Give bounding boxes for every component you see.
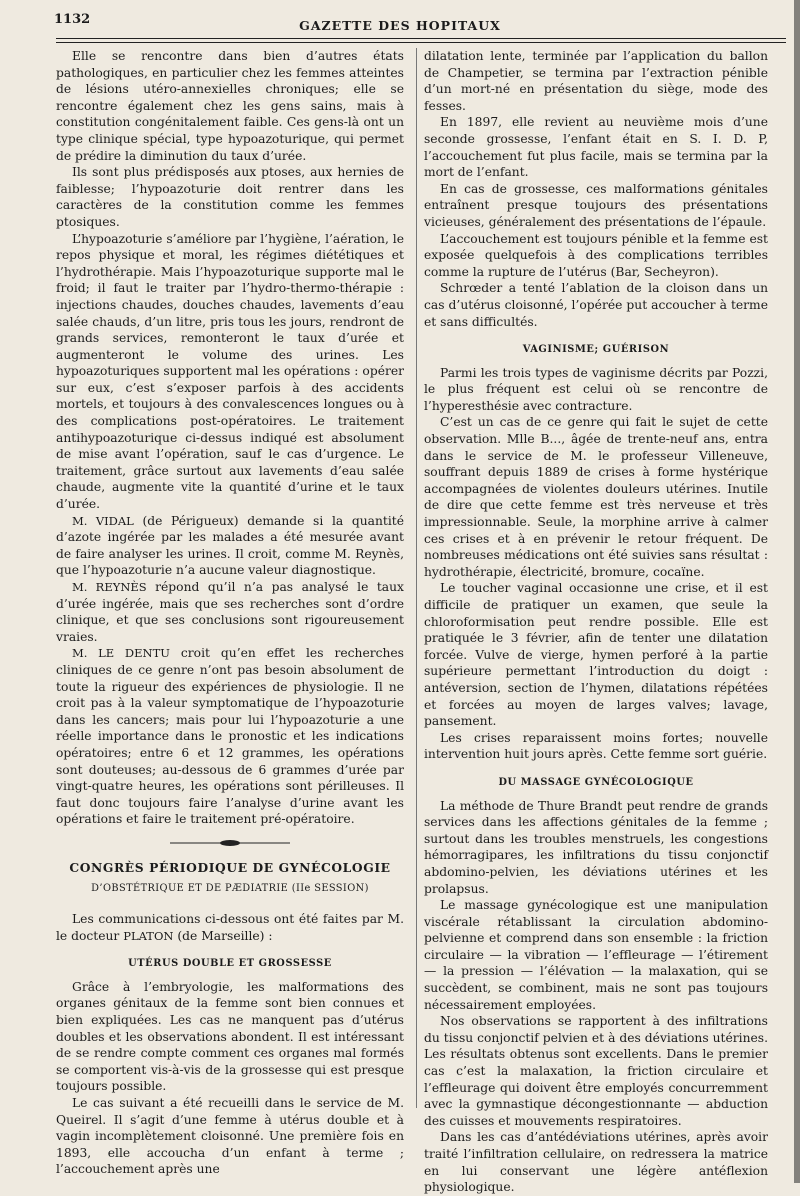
paragraph: Le massage gynécologique est une manipulation viscérale rétablissant la circulation abdomino-pelvienne et comprend dans son ensemble : la friction circulaire — la vibration — l’effleurage — l’étirement — la pression — l’élévation — la malaxation, qui se succèdent, se combinent, mais ne sont pas toujours nécessairement employées. [424,898,768,1012]
header-rule-bottom [56,42,786,43]
author-name: PLATON [123,928,174,943]
paragraph: C’est un cas de ce genre qui fait le sujet de cette observation. Mlle B..., âgée de trente-neuf ans, entra dans le service de M. le professeur Villeneuve, souffrant depuis 1889 de crises à forme hystérique accompagnées de violentes douleurs utérines. Inutile de dire que cette femme est très nerveuse et très impressionnable. Seule, la morphine arrive à calmer ces crises et à en prévenir le retour fréquent. De nombreuses médications ont été suivies sans résultat : hydrothérapie, électricité, bromure, cocaïne. [424,415,768,579]
paragraph: Ils sont plus prédisposés aux ptoses, aux hernies de faiblesse; l’hypoazoturie doit rentrer dans les caractères de la constitution comme les femmes ptosiques. [56,165,404,229]
page-edge-shadow [794,0,800,1183]
paragraph: En 1897, elle revient au neuvième mois d’une seconde grossesse, l’enfant était en S. I. D. P, l’accouchement fut plus facile, mais se termina par la mort de l’enfant. [424,115,768,180]
journal-title: GAZETTE DES HOPITAUX [299,18,501,33]
header-rule-top [56,38,786,39]
paragraph [56,645,404,828]
paragraph [56,513,404,579]
left-column [56,48,404,1178]
paragraph: Elle se rencontre dans bien d’autres états pathologiques, en particulier chez les femmes atteintes de lésions utéro-annexielles chroniques; elle se rencontre également chez les gens sains, mais à constitution congénitalement faible. Ces gens-là ont un type clinique spécial, type hypoazoturique, qui permet de prédire la diminution du taux d’urée. [56,49,404,163]
speaker-name: M. VIDAL [72,513,134,528]
speaker-text: croit qu’en effet les recherches cliniques de ce genre n’ont pas besoin absolument de toute la rigueur des expériences de physiologie. Il ne croit pas à la valeur symptomatique de l’hypoazoturie dans les cancers; mais pour lui l’hypoazoturie a une réelle importance dans le pronostic et les indications opératoires; entre 6 et 12 grammes, les opérations sont douteuses; au-dessous de 6 grammes d’urée par vingt-quatre heures, les opérations sont périlleuses. Il faut donc toujours faire l’analyse d’urine avant les opérations et faire le traitement pré-opératoire. [56,646,404,827]
subheading: DU MASSAGE GYNÉCOLOGIQUE [498,776,694,788]
speaker-name: M. LE DENTU [72,646,170,661]
page-number: 1132 [54,12,91,27]
paragraph: Le cas suivant a été recueilli dans le service de M. Queirel. Il s’agit d’une femme à utérus double et à vagin incomplètement cloisonné. Une première fois en 1893, elle accoucha d’un enfant à terme ; l’accouchement après une [56,1096,404,1177]
intro-text: Les communications ci-dessous ont été faites par M. le docteur [56,912,404,943]
paragraph: Nos observations se rapportent à des infiltrations du tissu conjonctif pelvien et à des déviations utérines. Les résultats obtenus sont excellents. Dans le premier cas c’est la malaxation, la friction circulaire et l’effleurage qui doivent être employés concurremment avec la gymnastique décongestionnante — abduction des cuisses et mouvements respiratoires. [424,1014,768,1128]
paragraph [56,911,404,944]
paragraph: L’accouchement est toujours pénible et la femme est exposée quelquefois à des complications terribles comme la rupture de l’utérus (Bar, Secheyron). [424,231,768,279]
paragraph: L’hypoazoturie s’améliore par l’hygiène, l’aération, le repos physique et moral, les régimes diététiques et l’hydrothérapie. Mais l’hypoazoturique supporte mal le froid; il faut le traiter par l’hydro-thermo-thérapie : injections chaudes, douches chaudes, lavements d’eau salée chauds, d’un litre, pris tous les jours, rendront de grands services, remonteront le taux d’urée et augmenteront le volume des urines. Les hypoazoturiques supportent mal les opérations : opérer sur eux, c’est s’exposer parfois à des accidents mortels, et toujours à des convalescences longues ou à des complications post-opératoires. Le traitement antihypoazoturique ci-dessus indiqué est absolument de mise avant l’opération, sauf le cas d’urgence. Le traitement, grâce surtout aux lavements d’eau salée chaude, augmente vite la quantité d’urine et le taux d’urée. [56,231,404,512]
paragraph: Dans les cas d’antédéviations utérines, après avoir traité l’infiltration cellulaire, on redressera la matrice en lui conservant une légère antéflexion physiologique. [424,1130,768,1195]
paragraph [56,579,404,645]
speaker-text: (de Périgueux) demande si la quantité d’azote ingérée par les malades a été mesurée avant de faire analyser les urines. Il croit, comme M. Reynès, que l’hypoazoturie n’a aucune valeur diagnostique. [56,513,404,578]
congress-subtitle: D’OBSTÉTRIQUE ET DE PÆDIATRIE (IIe SESSION) [91,882,369,894]
column-divider [416,48,417,1108]
paragraph: En cas de grossesse, ces malformations génitales entraînent presque toujours des présentations vicieuses, généralement des présentations de l’épaule. [424,181,768,229]
subheading: UTÉRUS DOUBLE ET GROSSESSE [128,958,332,970]
paragraph: dilatation lente, terminée par l’application du ballon de Champetier, se termina par l’extraction pénible d’un mort-né en présentation du siège, mode des fesses. [424,49,768,113]
paragraph: Schrœder a tenté l’ablation de la cloison dans un cas d’utérus cloisonné, l’opérée put accoucher à terme et sans difficultés. [424,281,768,329]
paragraph: Parmi les trois types de vaginisme décrits par Pozzi, le plus fréquent est celui où se rencontre de l’hyperesthésie avec contracture. [424,365,768,413]
paragraph: Grâce à l’embryologie, les malformations des organes génitaux de la femme sont bien connues et bien expliquées. Les cas ne manquent pas d’utérus doubles et les observations abondent. Il est intéressant de se rendre compte comment ces organes mal formés se comportent vis-à-vis de la grossesse qui est presque toujours possible. [56,979,404,1094]
congress-title: CONGRÈS PÉRIODIQUE DE GYNÉCOLOGIE [69,859,391,875]
paragraph: Le toucher vaginal occasionne une crise, et il est difficile de pratiquer un examen, que seule la chloroformisation peut rendre possible. Elle est pratiquée le 3 février, afin de tenter une dilatation forcée. Vulve de vierge, hymen perforé à la partie supérieure permettant l’introduction du doigt : antéversion, section de l’hymen, dilatations répétées et forcées au moyen de larges valves; lavage, pansement. [424,581,768,729]
section-ornament [170,839,290,847]
speaker-name: M. REYNÈS [72,580,147,594]
paragraph: Les crises reparaissent moins fortes; nouvelle intervention huit jours après. Cette femme sort guérie. [424,730,768,762]
speaker-text: répond qu’il n’a pas analysé le taux d’urée ingérée, mais que ses recherches sont d’ordre clinique, et que ses conclusions sont rigoureusement vraies. [56,580,404,644]
right-column [424,48,768,1196]
intro-text: (de Marseille) : [173,928,273,943]
paragraph: La méthode de Thure Brandt peut rendre de grands services dans les affections génitales de la femme ; surtout dans les troubles menstruels, les congestions hémorragipares, les infiltrations du tissu conjonctif abdomino-pelvien, les déviations utérines et les prolapsus. [424,798,768,896]
subheading: VAGINISME; GUÉRISON [522,344,670,356]
